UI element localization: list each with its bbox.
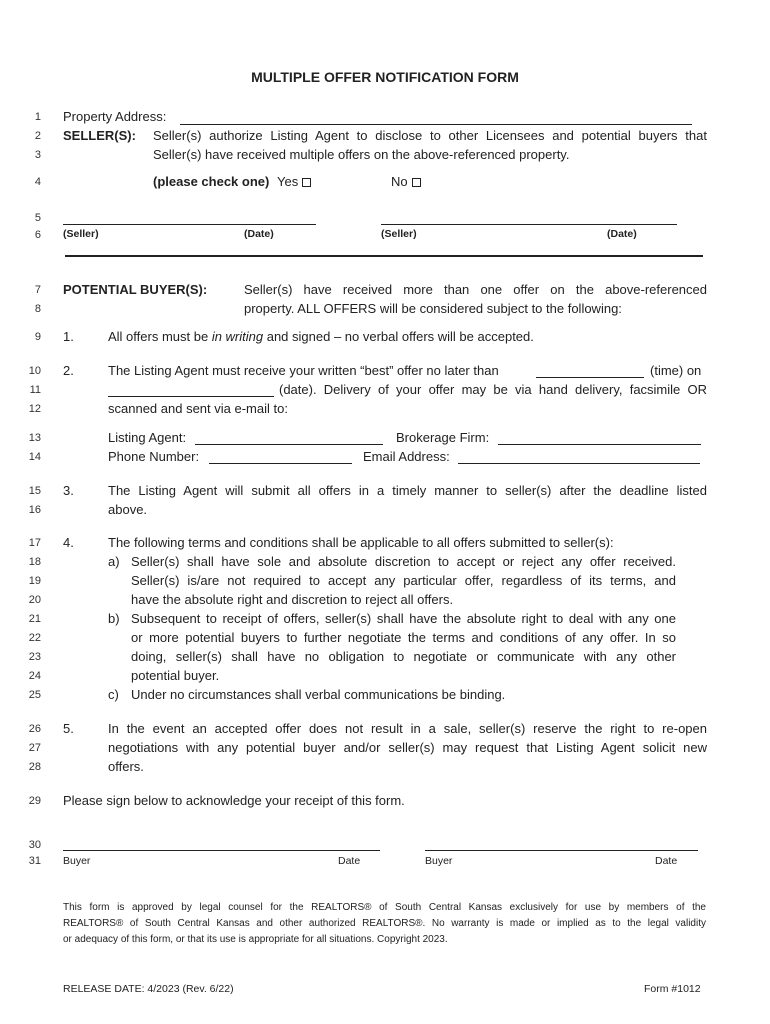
- item-2-text-line-3: scanned and sent via e-mail to:: [108, 401, 288, 416]
- buyer-text-line-1: Seller(s) have received more than one offer on the above-referenced: [244, 282, 707, 297]
- line-number: 9: [34, 331, 41, 343]
- line-number: 26: [28, 723, 41, 735]
- item-1-emphasis: in writing: [211, 329, 264, 344]
- buyer-date-caption-1: Date: [338, 855, 361, 867]
- line-number: 4: [34, 176, 41, 188]
- item-4c-line-1: Under no circumstances shall verbal communications be binding.: [131, 687, 506, 702]
- item-1-text-a: All offers must be: [108, 329, 212, 344]
- item-1-text-c: and signed – no verbal offers will be accepted.: [263, 329, 534, 344]
- item-4b-line-2: or more potential buyers to further negotiate the terms and conditions of any offer. In so: [131, 630, 676, 645]
- disclaimer-line-3: or adequacy of this form, or that its use is appropriate for all situations. Copyright 2023.: [63, 934, 448, 945]
- line-number: 23: [28, 651, 41, 663]
- deadline-time-field[interactable]: [536, 377, 644, 378]
- item-3-number: 3.: [63, 483, 74, 498]
- line-number: 13: [28, 432, 41, 444]
- line-number: 18: [28, 556, 41, 568]
- item-4a-line-2: Seller(s) is/are not required to accept any particular offer, regardless of its terms, and: [131, 573, 676, 588]
- line-number: 28: [28, 761, 41, 773]
- disclaimer-line-1: This form is approved by legal counsel for the REALTORS® of South Central Kansas exclusively for use by members of the: [63, 902, 706, 913]
- line-number: 10: [28, 365, 41, 377]
- line-number: 5: [34, 212, 41, 224]
- buyer-date-caption-2: Date: [655, 855, 678, 867]
- form-title: MULTIPLE OFFER NOTIFICATION FORM: [251, 69, 519, 85]
- seller-caption-1: (Seller): [63, 228, 99, 240]
- item-4b-line-4: potential buyer.: [131, 668, 220, 683]
- item-5-line-2: negotiations with any potential buyer and/or seller(s) may request that Listing Agent solicit new: [108, 740, 707, 755]
- line-number: 19: [28, 575, 41, 587]
- line-number: 16: [28, 504, 41, 516]
- line-number: 25: [28, 689, 41, 701]
- line-number: 11: [29, 384, 41, 396]
- seller-caption-2: (Seller): [381, 228, 417, 240]
- seller-signature-line-1[interactable]: [63, 224, 316, 225]
- item-4b-line-3: doing, seller(s) shall have no obligation to negotiate or communicate with any other: [131, 649, 676, 664]
- buyer-signature-line-1[interactable]: [63, 850, 380, 851]
- line-number: 30: [28, 839, 41, 851]
- phone-number-label: Phone Number:: [108, 449, 200, 464]
- brokerage-firm-field[interactable]: [498, 444, 701, 445]
- line-number: 6: [34, 229, 41, 241]
- seller-signature-line-2[interactable]: [381, 224, 677, 225]
- item-4-number: 4.: [63, 535, 74, 550]
- item-2-number: 2.: [63, 363, 74, 378]
- acknowledgement-text: Please sign below to acknowledge your receipt of this form.: [63, 793, 405, 808]
- item-2-text-line-2: (date). Delivery of your offer may be via hand delivery, facsimile OR: [279, 382, 707, 397]
- property-address-field[interactable]: [180, 124, 692, 125]
- line-number: 12: [28, 403, 41, 415]
- item-4a-line-3: have the absolute right and discretion to reject all offers.: [131, 592, 454, 607]
- no-checkbox[interactable]: [412, 178, 421, 187]
- line-number: 14: [28, 451, 41, 463]
- line-number: 17: [28, 537, 41, 549]
- line-number: 21: [28, 613, 41, 625]
- line-number: 29: [28, 795, 41, 807]
- item-3-text-line-2: above.: [108, 502, 148, 517]
- line-number: 2: [34, 130, 41, 142]
- line-number: 8: [34, 303, 41, 315]
- line-number: 15: [28, 485, 41, 497]
- line-number: 24: [28, 670, 41, 682]
- buyer-caption-2: Buyer: [425, 855, 453, 867]
- seller-text-line-2: Seller(s) have received multiple offers on the above-referenced property.: [153, 147, 570, 162]
- email-address-field[interactable]: [458, 463, 700, 464]
- item-5-number: 5.: [63, 721, 74, 736]
- line-number: 31: [28, 855, 41, 867]
- item-5-line-1: In the event an accepted offer does not result in a sale, seller(s) reserve the right to re-open: [108, 721, 707, 736]
- line-number: 1: [34, 111, 41, 123]
- section-divider: [65, 255, 703, 257]
- item-4a-label: a): [108, 554, 120, 569]
- item-1-number: 1.: [63, 329, 74, 344]
- yes-checkbox[interactable]: [302, 178, 311, 187]
- line-number: 20: [28, 594, 41, 606]
- property-address-label: Property Address:: [63, 109, 167, 124]
- line-number: 27: [28, 742, 41, 754]
- buyer-signature-line-2[interactable]: [425, 850, 698, 851]
- yes-label: Yes: [277, 174, 299, 189]
- line-number: 3: [34, 149, 41, 161]
- no-option[interactable]: [391, 174, 421, 189]
- buyer-text-line-2: property. ALL OFFERS will be considered subject to the following:: [244, 301, 622, 316]
- check-one-label: (please check one): [153, 174, 270, 189]
- line-number: 7: [34, 284, 41, 296]
- no-label: No: [391, 174, 408, 189]
- item-4a-line-1: Seller(s) shall have sole and absolute discretion to accept or reject any offer received.: [131, 554, 676, 569]
- item-4b-label: b): [108, 611, 120, 626]
- item-4c-label: c): [108, 687, 119, 702]
- listing-agent-label: Listing Agent:: [108, 430, 187, 445]
- brokerage-firm-label: Brokerage Firm:: [396, 430, 490, 445]
- deadline-date-field[interactable]: [108, 396, 274, 397]
- release-date: RELEASE DATE: 4/2023 (Rev. 6/22): [63, 983, 234, 995]
- item-4-intro: The following terms and conditions shall be applicable to all offers submitted to seller(s):: [108, 535, 614, 550]
- potential-buyer-label: POTENTIAL BUYER(S):: [63, 282, 208, 297]
- phone-number-field[interactable]: [209, 463, 352, 464]
- listing-agent-field[interactable]: [195, 444, 383, 445]
- item-5-line-3: offers.: [108, 759, 144, 774]
- item-2-text-line-1: The Listing Agent must receive your written “best” offer no later than: [108, 363, 499, 378]
- item-4b-line-1: Subsequent to receipt of offers, seller(s) shall have the absolute right to deal with any one: [131, 611, 676, 626]
- item-1-text: [108, 329, 534, 344]
- buyer-caption-1: Buyer: [63, 855, 91, 867]
- email-address-label: Email Address:: [363, 449, 450, 464]
- seller-text-line-1: Seller(s) authorize Listing Agent to disclose to other Licensees and potential buyers that: [153, 128, 707, 143]
- date-caption-2: (Date): [607, 228, 637, 240]
- disclaimer-line-2: REALTORS® of South Central Kansas and other authorized REALTORS®. No warranty is made or implied as to the legal validity: [63, 918, 706, 929]
- form-number: Form #1012: [644, 983, 701, 995]
- yes-option[interactable]: [277, 174, 311, 189]
- item-2-time-label: (time) on: [650, 363, 702, 378]
- item-3-text-line-1: The Listing Agent will submit all offers in a timely manner to seller(s) after the deadline listed: [108, 483, 707, 498]
- seller-label: SELLER(S):: [63, 128, 136, 143]
- line-number: 22: [28, 632, 41, 644]
- date-caption-1: (Date): [244, 228, 274, 240]
